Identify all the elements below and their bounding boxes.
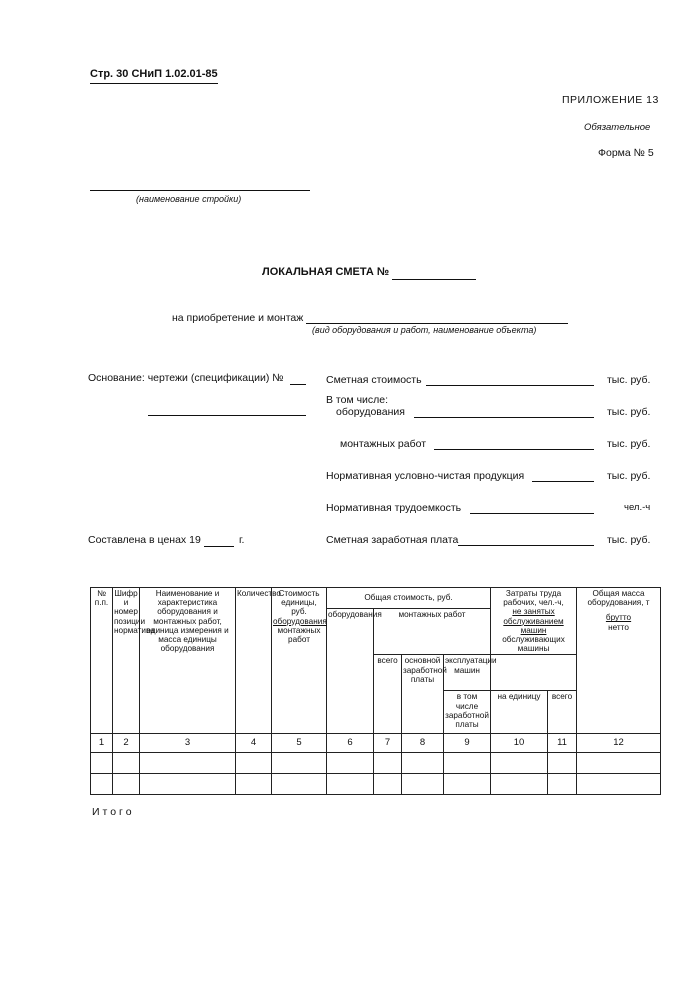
- labor-intensity-label: Нормативная трудоемкость: [326, 502, 462, 514]
- compiled-label: Составлена в ценах 19: [88, 534, 201, 546]
- col-number: 12: [577, 734, 661, 753]
- table-row: [91, 774, 661, 795]
- net-output-line: [532, 481, 594, 482]
- col-number: 8: [402, 734, 444, 753]
- header-unit-cost: [272, 588, 327, 734]
- form-number: Форма № 5: [598, 147, 654, 159]
- col-number: 10: [491, 734, 548, 753]
- wages-label: Сметная заработная плата: [326, 534, 459, 546]
- header-total: Общая стоимость, руб.: [327, 588, 491, 609]
- header-labor-top: Затраты труда рабочих, чел.-ч,: [503, 589, 564, 608]
- net-output-label: Нормативная условно-чистая продукция: [326, 470, 525, 482]
- header-labor-unit: на единицу: [491, 691, 548, 734]
- header-unit-cost-top: Стоимость единицы, руб.: [278, 589, 320, 617]
- header-labor-not: не занятых обслуживанием машин: [503, 607, 564, 635]
- estimated-cost-line: [426, 385, 594, 386]
- header-total-equip: оборудования: [327, 609, 374, 734]
- equipment-line: [414, 417, 594, 418]
- total-label: И т о г о: [92, 806, 132, 818]
- compiled-suffix: г.: [239, 534, 245, 546]
- subtitle-text: на приобретение и монтаж: [172, 312, 304, 324]
- header-mass: [577, 588, 661, 734]
- subject-caption: (вид оборудования и работ, наименование объекта): [312, 325, 537, 335]
- col-number: 3: [140, 734, 236, 753]
- header-unit-cost-mount: монтажных работ: [277, 625, 321, 644]
- page-reference-underline: [90, 83, 218, 84]
- header-mass-gross: брутто: [605, 613, 632, 623]
- estimate-number-line: [392, 279, 476, 280]
- header-labor-all: всего: [548, 691, 577, 734]
- col-number: 6: [327, 734, 374, 753]
- wages-unit: тыс. руб.: [607, 534, 651, 546]
- basis-second-line: [148, 415, 306, 416]
- appendix-label: ПРИЛОЖЕНИЕ 13: [562, 94, 659, 106]
- subject-line: [306, 323, 568, 324]
- net-output-unit: тыс. руб.: [607, 470, 651, 482]
- header-code: Шифр и номер позиции норматива: [113, 588, 140, 734]
- col-number: 4: [236, 734, 272, 753]
- col-number: 5: [272, 734, 327, 753]
- labor-intensity-line: [470, 513, 594, 514]
- installation-unit: тыс. руб.: [607, 438, 651, 450]
- estimated-cost-label: Сметная стоимость: [326, 374, 422, 386]
- estimate-table: [90, 587, 661, 795]
- header-total-base-wage: основной заработной платы: [402, 655, 444, 734]
- header-total-machines: эксплуатации машин: [444, 655, 491, 691]
- construction-caption: (наименование стройки): [136, 194, 242, 204]
- header-labor-serv: обслуживающих машины: [502, 634, 565, 654]
- equipment-unit: тыс. руб.: [607, 406, 651, 418]
- estimated-cost-unit: тыс. руб.: [607, 374, 651, 386]
- col-number: 9: [444, 734, 491, 753]
- basis-number-line: [290, 384, 306, 385]
- header-total-all: всего: [374, 655, 402, 734]
- col-number: 11: [548, 734, 577, 753]
- header-total-mount: монтажных работ: [374, 609, 491, 655]
- mandatory-label: Обязательное: [584, 122, 651, 133]
- header-mass-net: нетто: [608, 622, 629, 632]
- col-number: 2: [113, 734, 140, 753]
- page-title: ЛОКАЛЬНАЯ СМЕТА №: [262, 266, 390, 278]
- page-reference: Стр. 30 СНиП 1.02.01-85: [90, 68, 218, 80]
- labor-intensity-unit: чел.-ч: [624, 502, 651, 513]
- header-name: Наименование и характеристика оборудования и монтажных работ, единица измерения и масса единицы оборудования: [140, 588, 236, 734]
- header-labor: [491, 588, 577, 655]
- col-number: 7: [374, 734, 402, 753]
- equipment-label: оборудования: [336, 406, 405, 418]
- header-mass-top: Общая масса оборудования, т: [587, 589, 650, 608]
- basis-label: Основание: чертежи (спецификации) №: [88, 372, 284, 384]
- header-qty: Количество: [236, 588, 272, 734]
- header-unit-cost-equip: оборудования: [273, 616, 327, 626]
- wages-line: [458, 545, 594, 546]
- installation-label: монтажных работ: [340, 438, 427, 450]
- col-number: 1: [91, 734, 113, 753]
- header-total-machines-wage: в том числе заработной платы: [444, 691, 491, 734]
- including-label: В том числе:: [326, 394, 389, 406]
- compiled-year-line: [204, 546, 234, 547]
- header-num: № п.п.: [91, 588, 113, 734]
- installation-line: [434, 449, 594, 450]
- table-row: [91, 753, 661, 774]
- construction-name-line: [90, 190, 310, 191]
